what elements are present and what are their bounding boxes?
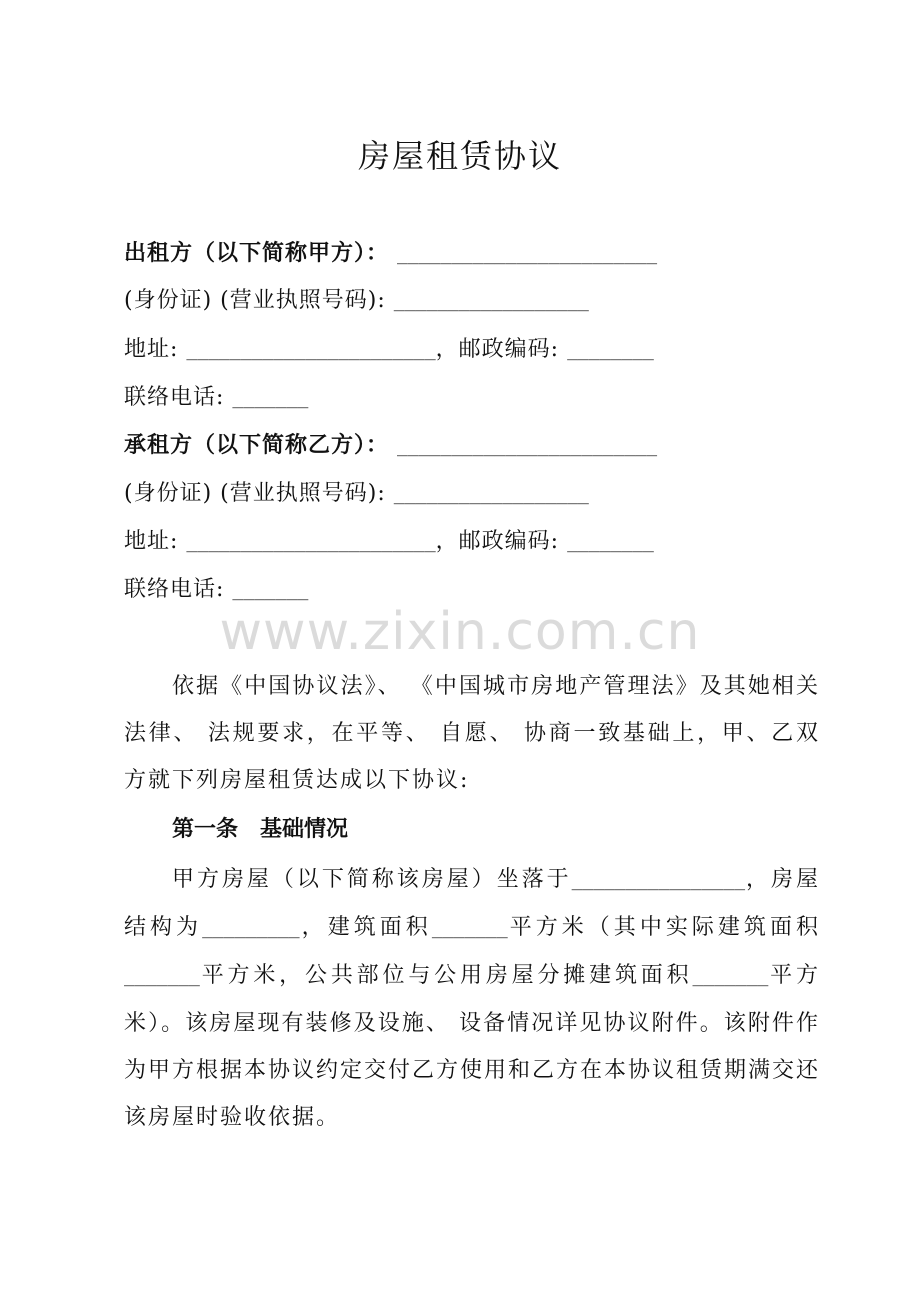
- structure-blank: _________: [202, 918, 300, 939]
- watermark: www.zixin.com.cn: [219, 602, 701, 662]
- lessee-label: 承租方（以下简称乙方）：: [124, 433, 390, 458]
- lessor-postal-blank: ________: [567, 340, 654, 361]
- lessor-address-line: [124, 334, 654, 367]
- lessee-address-blank: _______________________: [186, 532, 436, 553]
- lessee-phone-blank: _______: [232, 580, 309, 601]
- article-1-paragraph: [124, 856, 820, 1141]
- article-1-text-2: ，房屋结构为: [124, 867, 820, 940]
- lessee-address-line: [124, 526, 654, 559]
- lessee-id-label: (身份证) (营业执照号码):: [124, 481, 386, 506]
- lessee-id-blank: __________________: [393, 484, 589, 505]
- lessor-phone-blank: _______: [232, 388, 309, 409]
- article-1-text-5: 平方米，公共部位与公用房屋分摊建筑面积: [199, 963, 693, 988]
- lessor-address-blank: _______________________: [186, 340, 436, 361]
- article-1-text-4: 平方米（其中实际建筑面积: [507, 915, 820, 940]
- lessor-name-blank: ________________________: [397, 244, 658, 265]
- article-1-text-6: 平方米）。该房屋现有装修及设施、 设备情况详见协议附件。该附件作为甲方根据本协议约定交付乙方使用和乙方在本协议租赁期满交还该房屋时验收依据。: [124, 963, 821, 1130]
- lessee-postal-label: ，邮政编码:: [435, 529, 560, 554]
- lessor-id-blank: __________________: [393, 291, 589, 312]
- lessor-id-line: [124, 285, 589, 318]
- lessor-postal-label: ，邮政编码:: [435, 337, 560, 362]
- article-1-text-1: 甲方房屋（以下简称该房屋）坐落于: [172, 867, 572, 892]
- lessor-phone-label: 联络电话:: [124, 385, 225, 410]
- lessee-line: [124, 430, 657, 463]
- intro-paragraph: 依据《中国协议法》、 《中国城市房地产管理法》及其她相关法律、 法规要求，在平等、 自愿、 协商一致基础上，甲、乙双方就下列房屋租赁达成以下协议:: [124, 674, 820, 793]
- lessor-address-label: 地址:: [124, 337, 179, 362]
- article-1-heading: 第一条 基础情况: [172, 817, 349, 842]
- location-blank: ________________: [571, 870, 746, 891]
- shared-area-blank: _______: [692, 966, 769, 987]
- lessee-name-blank: ________________________: [397, 436, 658, 457]
- lessee-phone-label: 联络电话:: [124, 577, 225, 602]
- actual-area-blank: _______: [124, 966, 200, 987]
- document-title: 房屋租赁协议: [357, 137, 562, 175]
- lessee-id-line: [124, 478, 589, 511]
- lessor-line: [124, 238, 657, 271]
- lessor-id-label: (身份证) (营业执照号码):: [124, 288, 386, 313]
- lessee-address-label: 地址:: [124, 529, 179, 554]
- lessee-postal-blank: ________: [567, 532, 654, 553]
- lessor-phone-line: [124, 382, 308, 415]
- lessor-label: 出租方（以下简称甲方）：: [124, 241, 390, 266]
- area-blank: _______: [431, 918, 508, 939]
- article-1-text-3: ，建筑面积: [299, 915, 432, 940]
